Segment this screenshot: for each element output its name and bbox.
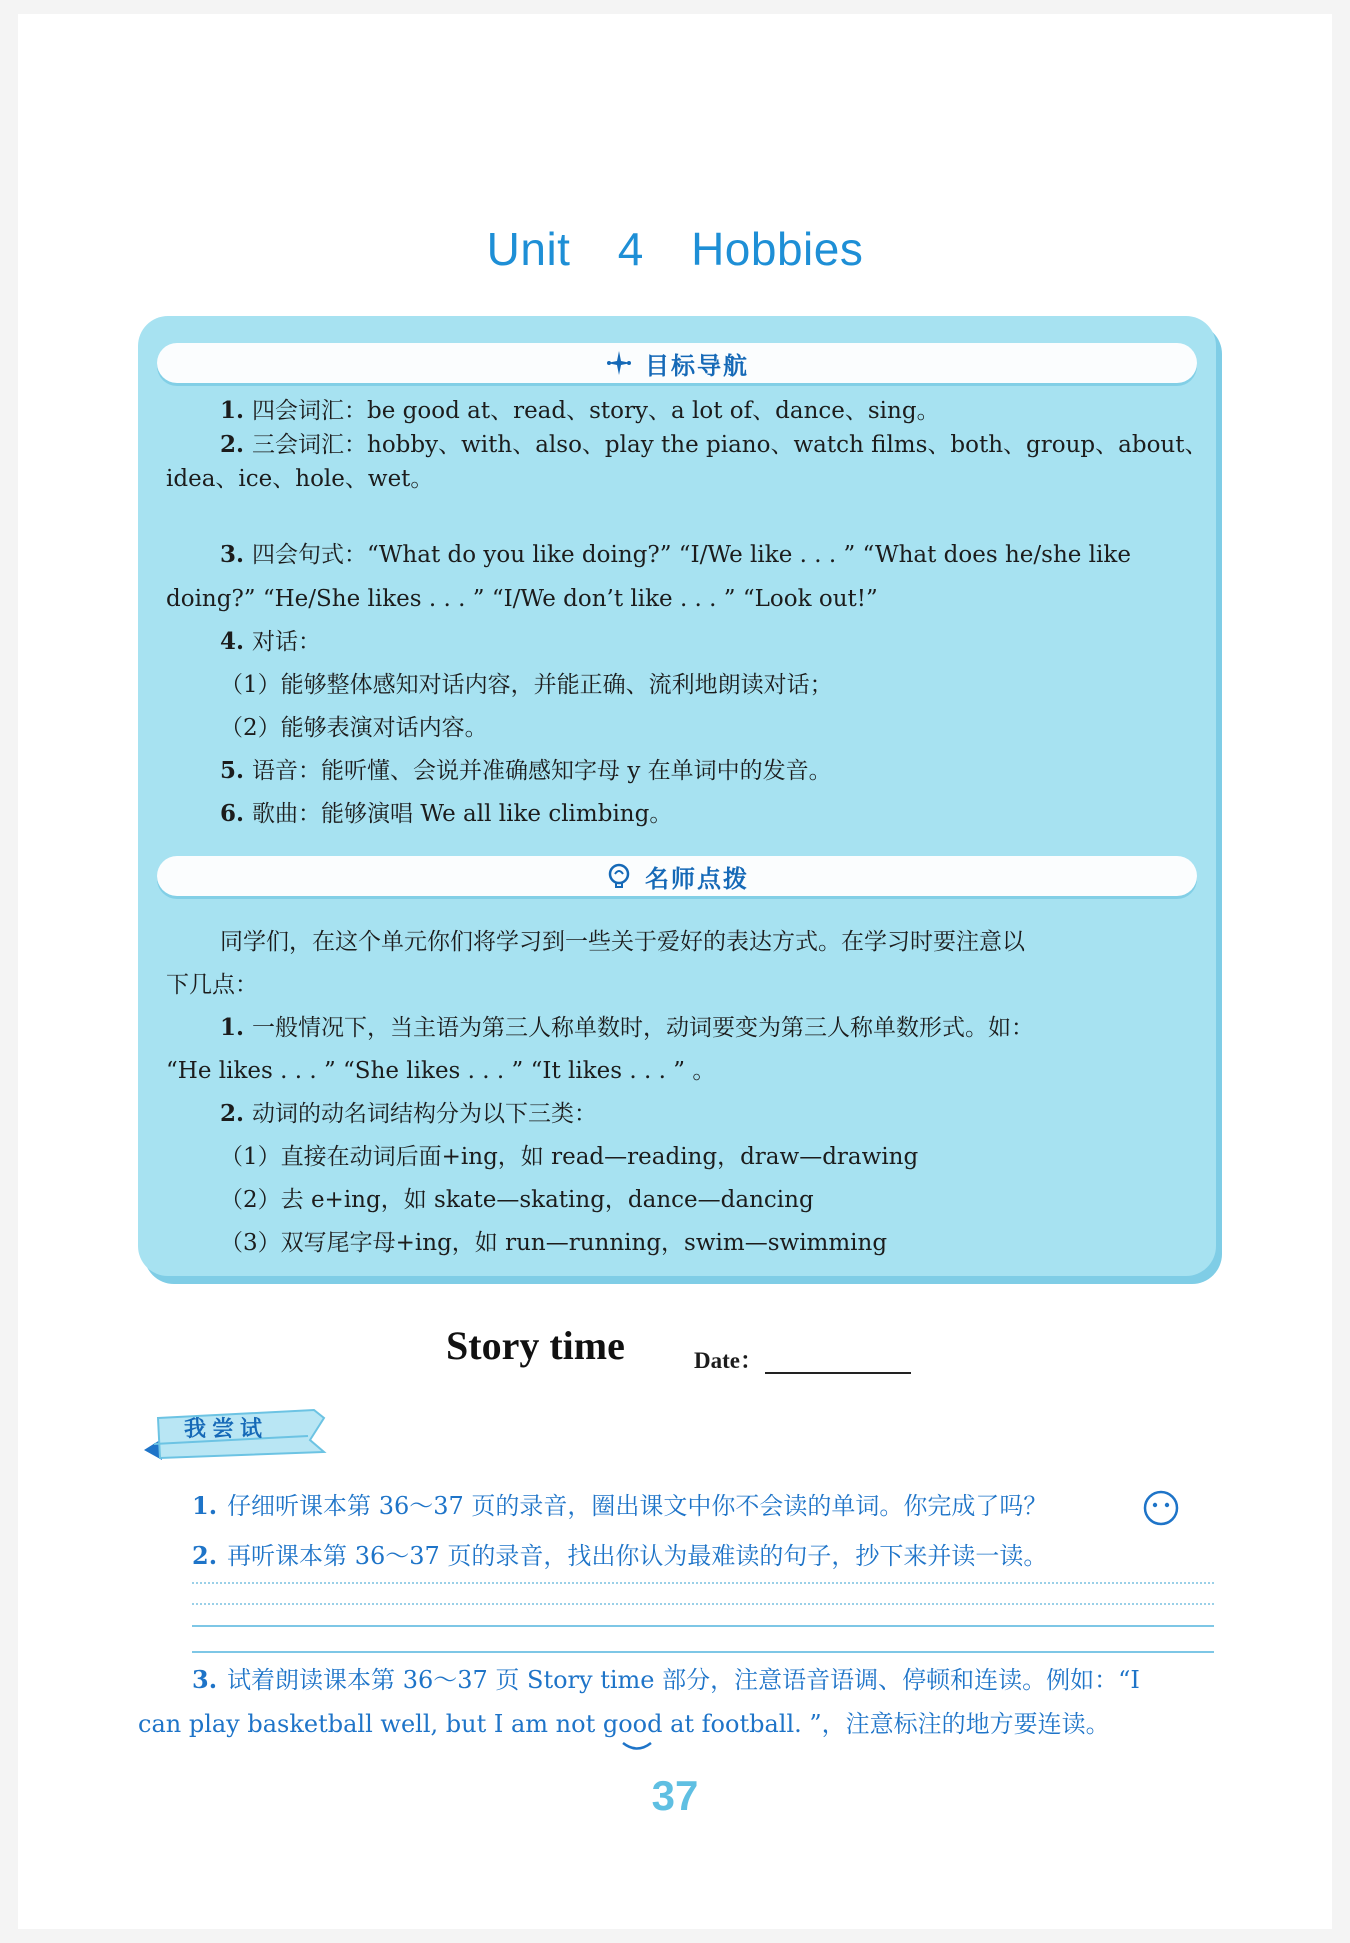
writing-line-guide-mid — [192, 1603, 1214, 1605]
tips-line-1-cont: “He likes . . . ” “She likes . . . ” “It likes . . . ” 。 — [166, 1058, 716, 1084]
goal-section-header — [157, 343, 1197, 383]
tips-intro-cont: 下几点： — [166, 972, 258, 998]
try-item-3: 3. 试着朗读课本第 36～37 页 Story time 部分，注意语音语调、停顿和连读。例如：“I — [192, 1665, 1140, 1694]
goal-line-2: 2. 三会词汇：hobby、with、also、play the piano、watch films、both、group、about、 — [220, 431, 1208, 458]
date-blank-line[interactable] — [765, 1372, 911, 1374]
try-item-2: 2. 再听课本第 36～37 页的录音，找出你认为最难读的句子，抄下来并读一读。 — [192, 1541, 1048, 1570]
try-item-3-cont: can play basketball well, but I am not good at football. ”，注意标注的地方要连读。 — [138, 1710, 1110, 1738]
writing-line-1[interactable] — [192, 1625, 1214, 1627]
tips-section-header — [157, 856, 1197, 896]
sparkle-icon — [605, 349, 633, 377]
writing-line-2[interactable] — [192, 1651, 1214, 1653]
try-tag-label: 我尝试 — [184, 1417, 269, 1442]
story-time-title: Story time — [446, 1323, 625, 1368]
tips-line-2-2: （2）去 e+ing，如 skate—skating，dance—dancing — [220, 1187, 814, 1213]
tips-section-heading: 名师点拨 — [645, 864, 749, 893]
tips-line-2: 2. 动词的动名词结构分为以下三类： — [220, 1100, 598, 1127]
goal-line-5: 5. 语音：能听懂、会说并准确感知字母 y 在单词中的发音。 — [220, 757, 832, 784]
tips-line-2-1: （1）直接在动词后面+ing，如 read—reading，draw—drawing — [220, 1144, 919, 1170]
tips-line-2-3: （3）双写尾字母+ing，如 run—running，swim—swimming — [220, 1230, 888, 1256]
try-item-1: 1. 仔细听课本第 36～37 页的录音，圈出课文中你不会读的单词。你完成了吗？ — [192, 1491, 1048, 1520]
goal-line-2-cont: idea、ice、hole、wet。 — [166, 466, 434, 492]
goal-line-1: 1. 四会词汇：be good at、read、story、a lot of、dance、sing。 — [220, 397, 940, 424]
goal-line-3-cont: doing?” “He/She likes . . . ” “I/We don’t like . . . ” “Look out!” — [166, 586, 878, 612]
page-number: 37 — [651, 1772, 699, 1819]
liaison-mark — [620, 1740, 654, 1754]
writing-line-guide-top — [192, 1582, 1214, 1584]
tips-intro: 同学们，在这个单元你们将学习到一些关于爱好的表达方式。在学习时要注意以 — [220, 929, 1025, 955]
goal-line-4: 4. 对话： — [220, 628, 322, 655]
lightbulb-icon — [605, 862, 633, 890]
guidance-panel — [138, 316, 1216, 1276]
tips-line-1: 1. 一般情况下，当主语为第三人称单数时，动词要变为第三人称单数形式。如： — [220, 1014, 1035, 1041]
goal-line-6: 6. 歌曲：能够演唱 We all like climbing。 — [220, 800, 673, 827]
unit-title: Unit 4 Hobbies — [486, 223, 864, 275]
goal-line-3: 3. 四会句式：“What do you like doing?” “I/We like . . . ” “What does he/she like — [220, 541, 1131, 568]
goal-line-4-1: （1）能够整体感知对话内容，并能正确、流利地朗读对话； — [220, 672, 833, 698]
goal-section-heading: 目标导航 — [645, 351, 749, 380]
smiley-face-icon[interactable] — [1142, 1489, 1180, 1527]
date-label: Date： — [694, 1348, 763, 1373]
goal-line-4-2: （2）能够表演对话内容。 — [220, 715, 488, 741]
